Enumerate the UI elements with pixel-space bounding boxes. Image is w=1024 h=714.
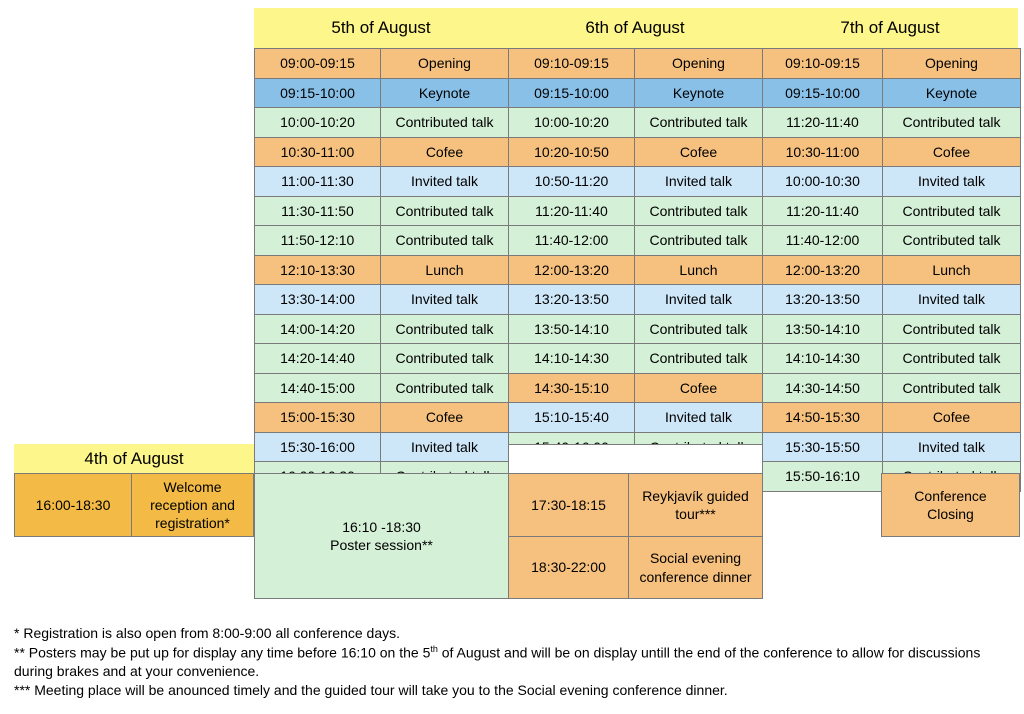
time-cell: 13:50-14:10 — [762, 314, 883, 345]
day-header-4-august: 4th of August — [14, 444, 254, 473]
event-cell: Opening — [634, 48, 763, 79]
footnotes — [14, 624, 1014, 700]
time-cell: 13:30-14:00 — [254, 284, 381, 315]
time-cell: 11:30-11:50 — [254, 196, 381, 227]
time-cell: 14:10-14:30 — [762, 343, 883, 374]
time-cell: 13:50-14:10 — [508, 314, 635, 345]
conference-closing: Conference Closing — [881, 473, 1020, 537]
event-cell: Lunch — [882, 255, 1021, 286]
time-cell: 14:40-15:00 — [254, 373, 381, 404]
event-cell: Cofee — [380, 137, 509, 168]
time-cell: 13:20-13:50 — [762, 284, 883, 315]
time-cell: 14:00-14:20 — [254, 314, 381, 345]
event-cell: Contributed talk — [882, 373, 1021, 404]
time-cell: 11:20-11:40 — [762, 196, 883, 227]
time-cell: 09:10-09:15 — [762, 48, 883, 79]
event-cell: Invited talk — [380, 284, 509, 315]
event-cell: Cofee — [380, 402, 509, 433]
schedule-day-5 — [254, 48, 508, 491]
time-cell: 10:00-10:20 — [254, 107, 381, 138]
event-cell: Contributed talk — [634, 107, 763, 138]
event-cell: Contributed talk — [380, 196, 509, 227]
event-cell: Lunch — [634, 255, 763, 286]
time-cell: 09:00-09:15 — [254, 48, 381, 79]
time-cell: 14:20-14:40 — [254, 343, 381, 374]
time-cell: 10:30-11:00 — [254, 137, 381, 168]
time-cell: 11:00-11:30 — [254, 166, 381, 197]
time-cell: 15:10-15:40 — [508, 402, 635, 433]
time-cell: 12:00-13:20 — [508, 255, 635, 286]
time-cell: 10:30-11:00 — [762, 137, 883, 168]
footnote-tour: *** Meeting place will be anounced timely and the guided tour will take you to the Social evening conference dinner. — [14, 682, 728, 699]
event-cell: Contributed talk — [882, 314, 1021, 345]
tour-time: 17:30-18:15 — [508, 473, 629, 537]
event-cell: Contributed talk — [882, 196, 1021, 227]
event-cell: Contributed talk — [380, 314, 509, 345]
time-cell: 11:20-11:40 — [762, 107, 883, 138]
schedule-day-7 — [762, 48, 1020, 491]
event-cell: Contributed talk — [380, 225, 509, 256]
time-cell: 09:15-10:00 — [762, 78, 883, 109]
event-cell: Contributed talk — [882, 107, 1021, 138]
event-cell: Contributed talk — [882, 225, 1021, 256]
empty-slot — [508, 444, 763, 474]
event-cell: Invited talk — [882, 284, 1021, 315]
time-cell: 15:50-16:10 — [762, 461, 883, 492]
day-header-5-august: 5th of August — [254, 8, 508, 48]
footnote-registration: * Registration is also open from 8:00-9:00 all conference days. — [14, 625, 400, 641]
time-cell: 14:10-14:30 — [508, 343, 635, 374]
event-cell: Keynote — [882, 78, 1021, 109]
event-cell: Invited talk — [634, 402, 763, 433]
dinner-event: Social evening conference dinner — [628, 536, 763, 599]
event-cell: Contributed talk — [634, 196, 763, 227]
time-cell: 15:30-16:00 — [254, 432, 381, 463]
time-cell: 14:30-14:50 — [762, 373, 883, 404]
time-cell: 10:00-10:30 — [762, 166, 883, 197]
event-cell: Invited talk — [634, 166, 763, 197]
schedule-day-6 — [508, 48, 762, 461]
time-cell: 09:10-09:15 — [508, 48, 635, 79]
event-cell: Opening — [882, 48, 1021, 79]
event-cell: Keynote — [634, 78, 763, 109]
time-cell: 11:20-11:40 — [508, 196, 635, 227]
event-cell: Contributed talk — [634, 225, 763, 256]
event-cell: Cofee — [634, 137, 763, 168]
time-cell: 09:15-10:00 — [508, 78, 635, 109]
time-cell: 09:15-10:00 — [254, 78, 381, 109]
event-cell: Contributed talk — [380, 107, 509, 138]
event-cell: Cofee — [634, 373, 763, 404]
event-cell: Cofee — [882, 137, 1021, 168]
event-cell: Invited talk — [882, 432, 1021, 463]
time-cell: 11:40-12:00 — [762, 225, 883, 256]
event-cell: Cofee — [882, 402, 1021, 433]
time-cell: 14:50-15:30 — [762, 402, 883, 433]
event-cell: Keynote — [380, 78, 509, 109]
time-cell: 10:20-10:50 — [508, 137, 635, 168]
event-cell: Lunch — [380, 255, 509, 286]
welcome-event: Welcome reception and registration* — [131, 473, 254, 537]
time-cell: 11:50-12:10 — [254, 225, 381, 256]
event-cell: Opening — [380, 48, 509, 79]
time-cell: 15:00-15:30 — [254, 402, 381, 433]
time-cell: 14:30-15:10 — [508, 373, 635, 404]
time-cell: 15:30-15:50 — [762, 432, 883, 463]
event-cell: Contributed talk — [380, 373, 509, 404]
time-cell: 10:00-10:20 — [508, 107, 635, 138]
time-cell: 13:20-13:50 — [508, 284, 635, 315]
dinner-time: 18:30-22:00 — [508, 536, 629, 599]
event-cell: Contributed talk — [634, 314, 763, 345]
event-cell: Invited talk — [882, 166, 1021, 197]
day-header-6-august: 6th of August — [508, 8, 762, 48]
tour-event: Reykjavík guided tour*** — [628, 473, 763, 537]
event-cell: Invited talk — [380, 432, 509, 463]
time-cell: 11:40-12:00 — [508, 225, 635, 256]
time-cell: 12:00-13:20 — [762, 255, 883, 286]
poster-session: 16:10 -18:30 Poster session** — [254, 473, 509, 599]
event-cell: Contributed talk — [882, 343, 1021, 374]
event-cell: Invited talk — [380, 166, 509, 197]
day-header-7-august: 7th of August — [762, 8, 1018, 48]
event-cell: Contributed talk — [380, 343, 509, 374]
event-cell: Contributed talk — [634, 343, 763, 374]
event-cell: Invited talk — [634, 284, 763, 315]
time-cell: 10:50-11:20 — [508, 166, 635, 197]
welcome-time: 16:00-18:30 — [14, 473, 132, 537]
footnote-posters: ** Posters may be put up for display any time before 16:10 on the 5th of August and will be on display untill the end of the conference to allow for discussions during brakes and at your convenience. — [14, 643, 981, 680]
time-cell: 12:10-13:30 — [254, 255, 381, 286]
